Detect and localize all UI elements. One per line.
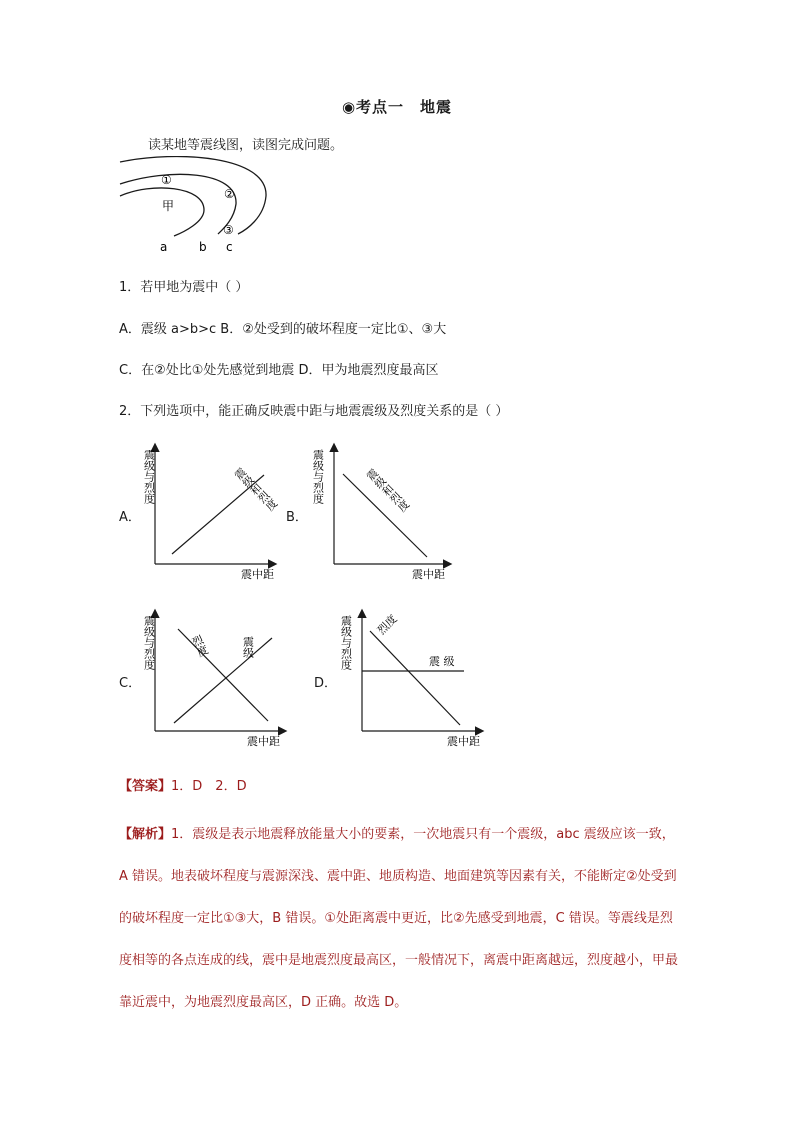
y-axis-label: 震级与烈度 <box>142 615 156 670</box>
option-d-letter: D． <box>314 676 338 691</box>
line-a-label: a <box>160 240 168 254</box>
line-b-label: b <box>199 240 207 254</box>
question-1-stem: 1．若甲地为震中（ ） <box>119 280 249 295</box>
isoseismal-line-b <box>120 174 236 234</box>
intensity-line <box>370 631 460 725</box>
graph-c <box>140 603 290 748</box>
point-3-label: ③ <box>223 223 234 237</box>
section-title: ◉考点一 地震 <box>341 98 453 116</box>
line-label: 震级和烈度 <box>363 466 412 515</box>
y-axis-label: 震级与烈度 <box>339 615 353 670</box>
question-1-options-ab: A．震级 a>b>c B．②处受到的破坏程度一定比①、③大 <box>119 322 447 337</box>
graph-b <box>308 437 458 582</box>
graph-d <box>336 603 486 748</box>
intensity-label: 烈度 <box>374 612 400 638</box>
analysis-text: 1．震级是表示地震释放能量大小的要素，一次地震只有一个震级，abc 震级应该一致，A 错误。地表破坏程度与震源深浅、震中距、地质构造、地面建筑等因素有关，不能断定②处受到的破坏程度一定比①③大，B 错误。①处距离震中更近，比②先感受到地震，C 错误。等震线是烈度相等的各点连成的线，震中是地震烈度最高区，一般情况下，离震中距离越远，烈度越小，甲最靠近震中，为地震烈度最高区，D 正确。故选 D。 <box>119 827 679 1010</box>
x-axis-label: 震中距 <box>447 735 480 748</box>
isoseismal-map <box>118 156 278 256</box>
analysis-block <box>119 814 679 1024</box>
x-axis-label: 震中距 <box>241 568 274 581</box>
x-axis-label: 震中距 <box>247 735 280 748</box>
y-axis-label: 震级与烈度 <box>311 449 325 504</box>
intensity-label: 烈度 <box>189 633 211 659</box>
epicenter-jia-label: 甲 <box>162 199 175 213</box>
isoseismal-line-c <box>120 156 266 234</box>
option-a-letter: A． <box>119 510 141 525</box>
x-axis-label: 震中距 <box>412 568 445 581</box>
line-c-label: c <box>226 240 233 254</box>
option-b-letter: B． <box>286 510 308 525</box>
intro-text: 读某地等震线图，读图完成问题。 <box>148 138 344 153</box>
question-2-stem: 2．下列选项中，能正确反映震中距与地震震级及烈度关系的是（ ） <box>119 404 509 419</box>
analysis-tag: 【解析】 <box>119 827 172 842</box>
point-1-label: ① <box>161 173 172 187</box>
y-axis-label: 震级与烈度 <box>142 449 156 504</box>
question-1-options-cd: C．在②处比①处先感觉到地震 D．甲为地震烈度最高区 <box>119 363 439 378</box>
answer-tag: 【答案】 <box>119 779 172 794</box>
point-2-label: ② <box>224 187 235 201</box>
answer-text: 1．D 2．D <box>171 779 247 794</box>
magnitude-label: 震 级 <box>429 655 455 668</box>
option-c-letter: C． <box>119 676 142 691</box>
line-label: 震级和烈度 <box>231 465 280 514</box>
graph-a <box>140 437 290 582</box>
magnitude-label: 震级 <box>241 636 255 658</box>
answer-line <box>119 775 247 794</box>
